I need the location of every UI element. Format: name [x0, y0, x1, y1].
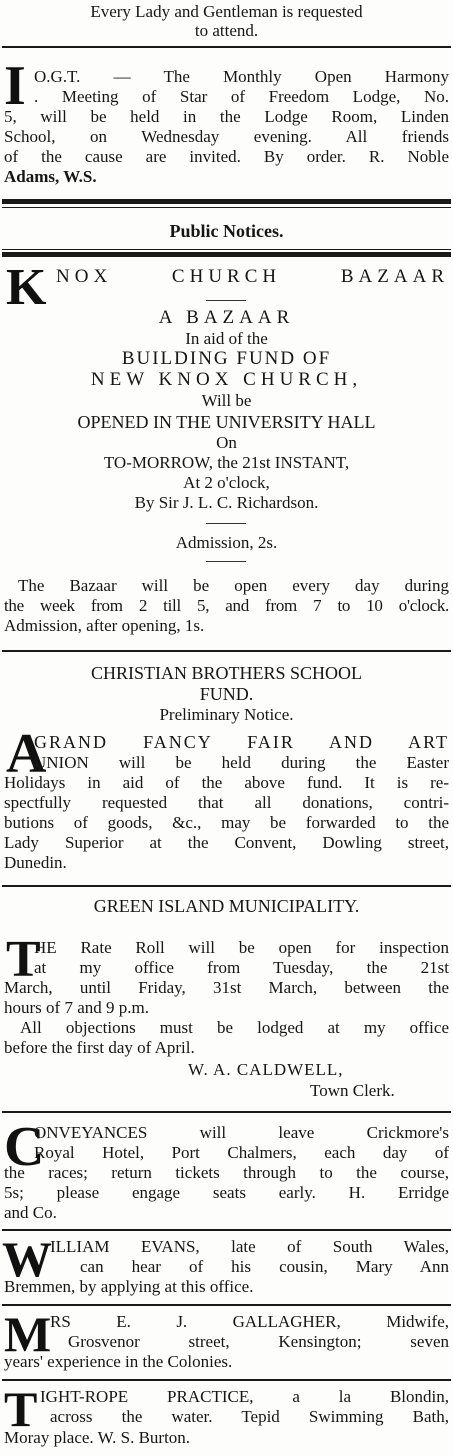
short-rule [206, 300, 246, 301]
gi-line-4: hours of 7 and 9 p.m. [4, 998, 149, 1017]
knox-line-7: On [216, 433, 237, 452]
knox-line-10: By Sir J. L. C. Richardson. [134, 493, 319, 512]
knox-line-11: The Bazaar will be open every day during [18, 576, 449, 595]
tightrope-drop-cap: T [4, 1381, 38, 1437]
gi-title: Town Clerk. [310, 1081, 395, 1100]
conv-line-1: ONVEYANCES will leave Crickmore's [34, 1123, 449, 1142]
divider [2, 650, 451, 652]
heavy-rule-bottom [2, 252, 451, 257]
section-heading: Public Notices. [169, 221, 284, 241]
knox-line-8: TO-MORROW, the 21st INSTANT, [103, 453, 350, 472]
gi-line-6: before the first day of April. [4, 1038, 195, 1057]
gi-heading: GREEN ISLAND MUNICIPALITY. [93, 896, 360, 916]
knox-line-4: NEW KNOX CHURCH, [90, 370, 363, 390]
iogt-line-2: . Meeting of Star of Freedom Lodge, No. [34, 87, 449, 106]
conv-line-3: the races; return tickets through to the course, [4, 1163, 449, 1182]
knox-title: NOX CHURCH BAZAAR [56, 267, 449, 287]
gi-line-5: All objections must be lodged at my office [20, 1018, 449, 1037]
iogt-drop-cap: I [4, 55, 26, 117]
gi-line-2: at my office from Tuesday, the 21st [34, 958, 449, 977]
tightrope-line-1: IGHT-ROPE PRACTICE, a la Blondin, [40, 1387, 449, 1406]
iogt-line-1: O.G.T. — The Monthly Open Harmony [34, 67, 449, 86]
tightrope-line-2: across the water. Tepid Swimming Bath, [50, 1407, 449, 1426]
iogt-line-6: Adams, W.S. [4, 167, 97, 186]
short-rule [206, 523, 246, 524]
iogt-line-5: of the cause are invited. By order. R. Noble [4, 147, 449, 166]
conv-line-2: Royal Hotel, Port Chalmers, each day of [34, 1143, 449, 1162]
gi-signature: W. A. CALDWELL, [188, 1060, 344, 1079]
evans-line-2: can hear of his cousin, Mary Ann [80, 1257, 449, 1276]
divider [2, 885, 451, 887]
cb-line-4: spectfully requested that all donations, contri- [4, 793, 449, 812]
gallagher-line-1: RS E. J. GALLAGHER, Midwife, [50, 1312, 449, 1331]
knox-drop-cap: K [6, 259, 47, 316]
thin-rule-bottom [2, 249, 451, 250]
gi-drop-cap: T [6, 931, 41, 988]
gallagher-line-2: Grosvenor street, Kensington; seven [68, 1332, 449, 1351]
knox-admission: Admission, 2s. [175, 533, 278, 552]
prev-notice-line-2: to attend. [194, 21, 259, 40]
cb-heading-1: CHRISTIAN BROTHERS SCHOOL [90, 663, 363, 683]
gi-line-3: March, until Friday, 31st March, between the [4, 978, 449, 997]
evans-line-1: ILLIAM EVANS, late of South Wales, [50, 1237, 449, 1256]
tightrope-line-3: Moray place. W. S. Burton. [4, 1428, 191, 1447]
divider [2, 1111, 451, 1113]
short-rule [206, 561, 246, 562]
cb-subheading: Preliminary Notice. [159, 705, 294, 724]
prev-notice-line-1: Every Lady and Gentleman is requested [90, 2, 363, 21]
evans-drop-cap: W [2, 1231, 52, 1287]
conv-line-5: and Co. [4, 1203, 57, 1222]
conv-drop-cap: C [4, 1116, 45, 1178]
cb-line-5: butions of goods, &c., may be forwarded to the [4, 813, 449, 832]
cb-drop-cap: A [6, 723, 47, 785]
knox-line-2: In aid of the [185, 329, 268, 348]
knox-line-3: BUILDING FUND OF [121, 349, 332, 369]
knox-line-12: the week from 2 till 5, and from 7 to 10 o'clock. [4, 596, 449, 615]
cb-heading-2: FUND. [199, 684, 254, 704]
knox-line-13: Admission, after opening, 1s. [4, 616, 205, 635]
knox-line-6: OPENED IN THE UNIVERSITY HALL [77, 412, 376, 432]
divider [2, 1304, 451, 1306]
evans-line-3: Bremmen, by applying at this office. [4, 1277, 254, 1296]
divider [2, 1379, 451, 1381]
gallagher-drop-cap: M [4, 1306, 52, 1362]
iogt-line-3: 5, will be held in the Lodge Room, Linden [4, 107, 449, 126]
knox-line-1: A BAZAAR [158, 308, 295, 328]
thin-rule-top [2, 207, 451, 208]
cb-line-1: GRAND FANCY FAIR AND ART [34, 732, 449, 752]
cb-line-6: Lady Superior at the Convent, Dowling street, [4, 833, 449, 852]
gi-line-1: HE Rate Roll will be open for inspection [34, 938, 449, 957]
knox-line-9: At 2 o'clock, [183, 473, 270, 492]
iogt-line-4: School, on Wednesday evening. All friends [4, 127, 449, 146]
gallagher-line-3: years' experience in the Colonies. [4, 1352, 233, 1371]
cb-line-7: Dunedin. [4, 853, 67, 872]
divider [2, 46, 451, 48]
cb-line-3: Holidays in aid of the above fund. It is re- [4, 773, 449, 792]
divider [2, 1229, 451, 1231]
conv-line-4: 5s; please engage seats early. H. Erridge [4, 1183, 449, 1202]
cb-line-2: UNION will be held during the Easter [34, 753, 449, 772]
knox-line-5: Will be [201, 391, 252, 410]
heavy-rule-top [2, 199, 451, 204]
